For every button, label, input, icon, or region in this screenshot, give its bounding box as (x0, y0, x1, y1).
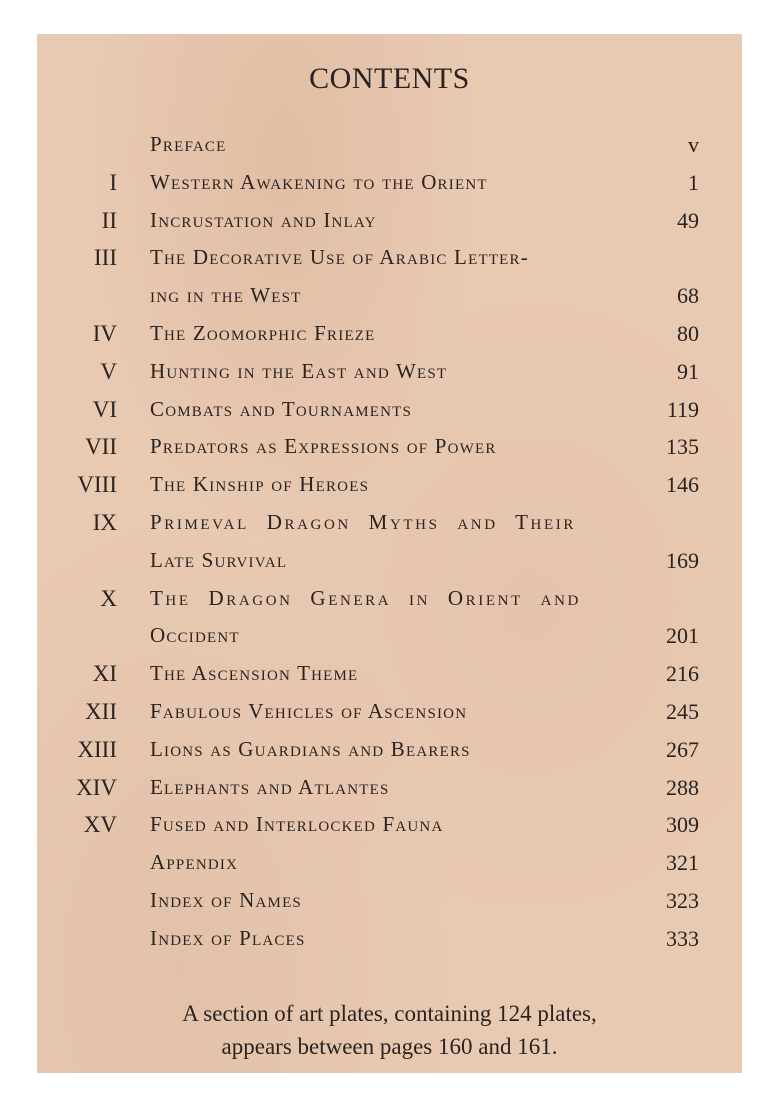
page-number: 119 (666, 396, 699, 422)
chapter-title-line-1: The Dragon Genera in Orient and (150, 585, 581, 610)
chapter-title: Fused and Interlocked Fauna (150, 812, 444, 837)
page-number: 309 (666, 812, 699, 838)
chapter-title: Index of Places (150, 925, 306, 950)
page-number: v (688, 132, 699, 157)
chapter-numeral: XIV (76, 774, 117, 800)
chapter-title: The Zoomorphic Frieze (150, 320, 376, 345)
toc-entry-chapter-9-continued (37, 542, 742, 580)
toc-entry-appendix (37, 844, 742, 882)
chapter-title-line-1: Primeval Dragon Myths and Their (150, 509, 576, 534)
page-number: 1 (688, 169, 699, 195)
chapter-numeral: IV (92, 320, 117, 346)
toc-entry-chapter-1 (37, 164, 742, 202)
chapter-numeral: XII (85, 698, 117, 724)
toc-entry-chapter-3-continued (37, 277, 742, 315)
page-number: 216 (666, 661, 699, 687)
chapter-title: Index of Names (150, 887, 302, 912)
page-number: 135 (666, 434, 699, 460)
toc-entry-chapter-15 (37, 806, 742, 844)
chapter-numeral: VII (85, 434, 117, 460)
toc-entry-index-of-places (37, 920, 742, 958)
toc-entry-chapter-6 (37, 391, 742, 429)
toc-entry-chapter-10-continued (37, 617, 742, 655)
chapter-numeral: XIII (77, 736, 117, 762)
toc-entry-chapter-3 (37, 239, 742, 277)
toc-entry-chapter-14 (37, 769, 742, 807)
page-number: 333 (666, 925, 699, 951)
toc-entry-chapter-13 (37, 731, 742, 769)
chapter-title: Western Awakening to the Orient (150, 169, 488, 194)
page-title: CONTENTS (309, 62, 470, 95)
chapter-title-line-2: ing in the West (150, 283, 302, 308)
chapter-title-line-1: The Decorative Use of Arabic Letter- (150, 245, 529, 270)
chapter-numeral: I (109, 169, 117, 195)
toc-entry-chapter-5 (37, 353, 742, 391)
toc-entry-chapter-7 (37, 428, 742, 466)
chapter-title: Incrustation and Inlay (150, 207, 377, 232)
page-number: 323 (666, 887, 699, 913)
chapter-numeral: III (94, 245, 117, 271)
toc-entry-chapter-8 (37, 466, 742, 504)
chapter-title: Fabulous Vehicles of Ascension (150, 698, 468, 723)
page-number: 49 (677, 207, 699, 233)
page-number: 146 (666, 472, 699, 498)
table-of-contents (37, 126, 742, 958)
chapter-numeral: XI (92, 661, 117, 687)
page-number: 80 (677, 320, 699, 346)
page-number: 288 (666, 774, 699, 800)
toc-entry-index-of-names (37, 882, 742, 920)
chapter-title: Appendix (150, 850, 239, 875)
page-number: 267 (666, 736, 699, 762)
page-number: 169 (666, 547, 699, 573)
toc-entry-chapter-9 (37, 504, 742, 542)
chapter-title: Hunting in the East and West (150, 358, 448, 383)
chapter-title: The Kinship of Heroes (150, 472, 370, 497)
chapter-title-line-2: Occident (150, 623, 240, 648)
chapter-title: Elephants and Atlantes (150, 774, 390, 799)
chapter-title: The Ascension Theme (150, 661, 359, 686)
chapter-title: Lions as Guardians and Bearers (150, 736, 471, 761)
toc-entry-preface (37, 126, 742, 164)
chapter-numeral: XV (83, 812, 117, 838)
book-page (37, 34, 742, 1073)
toc-entry-chapter-4 (37, 315, 742, 353)
chapter-title-line-2: Late Survival (150, 547, 288, 572)
page-number: 245 (666, 698, 699, 724)
page-number: 91 (677, 358, 699, 384)
toc-entry-chapter-2 (37, 202, 742, 240)
plates-note (37, 997, 742, 1063)
chapter-numeral: VIII (77, 472, 117, 498)
toc-entry-chapter-12 (37, 693, 742, 731)
chapter-title: Combats and Tournaments (150, 396, 413, 421)
chapter-numeral: X (100, 585, 117, 611)
chapter-numeral: IX (92, 509, 117, 535)
toc-entry-chapter-10 (37, 580, 742, 618)
plates-note-line-2: appears between pages 160 and 161. (221, 1034, 558, 1059)
chapter-title: Predators as Expressions of Power (150, 434, 497, 459)
page-number: 201 (666, 623, 699, 649)
chapter-numeral: V (100, 358, 117, 384)
plates-note-line-1: A section of art plates, containing 124 plates, (182, 1001, 597, 1026)
chapter-numeral: II (101, 207, 117, 233)
toc-entry-chapter-11 (37, 655, 742, 693)
page-number: 321 (666, 850, 699, 876)
chapter-title: Preface (150, 132, 227, 156)
chapter-numeral: VI (92, 396, 117, 422)
page-number: 68 (677, 283, 699, 309)
